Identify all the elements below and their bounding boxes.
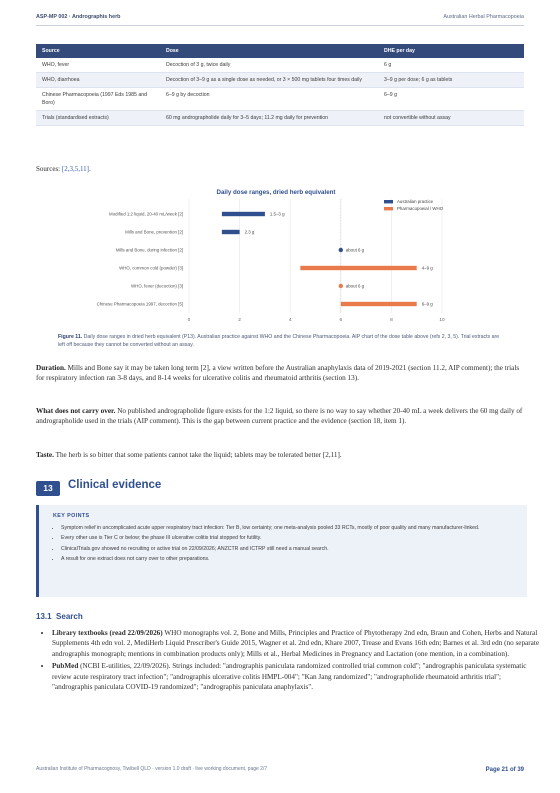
list-item: • Symptom relief in uncomplicated acute upper respiratory tract infection: Tier B, low certainty; one meta-analysis pooled 33 RCTs, mostly of poor quality and many manufacturer-linked.	[61, 525, 516, 532]
y-category-label: Mills and Bone, during infection [2]	[115, 247, 183, 253]
column-header: Source	[36, 44, 160, 58]
data-label: about 6 g	[345, 283, 365, 289]
x-tick-label: 2	[238, 318, 241, 323]
range-bar	[222, 212, 265, 216]
legend-label: Pharmacopoeial / WHO	[397, 206, 444, 211]
table-row	[36, 73, 524, 88]
section-title: Clinical evidence	[68, 479, 162, 491]
header-rule	[36, 25, 524, 26]
legend-swatch	[384, 207, 393, 210]
table-row	[36, 111, 524, 126]
paragraph-text: No published andrographolide figure exists for the 1:2 liquid, so there is no way to say whether 20-40 mL a week delivers the 60 mg daily of andrographolide used in the trials (AIP comment). This is the gap between current practice and the evidence (section 18, item 1).	[36, 407, 523, 426]
y-category-label: WHO, common cold (powder) [3]	[119, 265, 183, 271]
item-text: WHO monographs vol. 2, Bone and Mills, Principles and Practice of Phytotherapy 2nd edn, Braun and Cohen, Herbs and Natural Supplements 4th edn vol. 2, MediHerb Liquid Prescriber's Guide 2015, Wagner et al. 2nd edn, Khare 2007, Trease and Evans 16th edn; Barnes et al. 3rd edn (no separate andrographis monograph; mentions in combination products only); Mills et al., Herbal Medicines in Pregnancy and Lactation (one mention, in a combination).	[52, 629, 540, 658]
figure-caption-text: Daily dose ranges in dried herb equivalent (P13). Australian practice against WHO and the Chinese Pharmacopoeia. AIP chart of the dose table above (refs 2, 3, 5). Trial extracts are left off because they cannot be converted without an assay.	[58, 334, 500, 348]
y-category-label: Mills and Bone, prevention [2]	[125, 229, 183, 235]
chart-title: Daily dose ranges, dried herb equivalent	[216, 189, 336, 196]
header-doc-id: ASP-MP 002 · Andrographis herb	[36, 14, 121, 20]
y-category-label: WHO, fever (decoction) [3]	[131, 283, 183, 289]
data-label: about 6 g	[345, 247, 365, 253]
header-publisher: Australian Herbal Pharmacopoeia	[443, 14, 524, 20]
list-item	[52, 628, 540, 659]
list-item	[52, 661, 540, 692]
table-cell: 60 mg andrographolide daily for 3–5 days; 11.2 mg daily for prevention	[160, 111, 378, 126]
table-cell: WHO, diarrhoea	[36, 73, 160, 88]
range-bar	[222, 230, 240, 234]
x-tick-label: 6	[339, 318, 343, 323]
section-number-badge: 13	[36, 481, 60, 496]
list-item: • A result for one extract does not carry over to other preparations.	[61, 556, 516, 563]
figure-caption	[58, 334, 506, 349]
table-cell: 6–9 g	[378, 88, 524, 111]
subsection-title: Search	[56, 612, 83, 621]
table-cell: Chinese Pharmacopoeia (1997 Eds 1985 and Boro)	[36, 88, 160, 111]
table-cell: WHO, fever	[36, 58, 160, 73]
footer-publisher: Australian Institute of Pharmacognosy, Tiwibell QLD · version 1.0 draft · live working document, page 2/7	[36, 766, 268, 772]
point-marker	[339, 284, 343, 288]
data-label: 4–9 g	[421, 265, 433, 271]
list-item: • ClinicalTrials.gov showed no recruiting or active trial on 22/09/2026; ANZCTR and ICTRP still need a manual search.	[61, 546, 516, 553]
subsection-number: 13.1	[36, 612, 52, 621]
legend-swatch	[384, 200, 393, 203]
dose-range-chart	[46, 185, 514, 325]
duration-paragraph	[36, 363, 524, 384]
range-bar	[300, 266, 416, 270]
data-label: 6–9 g	[421, 301, 433, 307]
table-cell: Decoction of 3–9 g as a single dose as needed, or 3 × 500 mg tablets four times daily	[160, 73, 378, 88]
table-cell: 6 g	[378, 58, 524, 73]
figure-label: Figure 11.	[58, 334, 83, 340]
table-row	[36, 58, 524, 73]
search-list	[36, 628, 540, 694]
table-header-row	[36, 44, 524, 58]
page-number: Page 21 of 39	[485, 767, 524, 773]
data-label: 2.3 g	[244, 229, 255, 235]
y-category-label: Modified 1:2 liquid, 20-40 mL/week [2]	[109, 211, 183, 217]
paragraph-lead: What does not carry over.	[36, 407, 116, 415]
range-bar	[341, 302, 417, 306]
sources-link[interactable]: [2,3,5,11].	[61, 165, 91, 173]
list-item: • Every other use is Tier C or below; the phase III ulcerative colitis trial stopped for futility.	[61, 535, 516, 542]
table-cell: not convertible without assay	[378, 111, 524, 126]
item-lead: Library textbooks (read 22/09/2026)	[52, 629, 163, 637]
key-points-list	[51, 525, 516, 567]
table-cell: Decoction of 3 g, twice daily	[160, 58, 378, 73]
dose-table	[36, 44, 524, 126]
table-cell: 6–9 g by decoction	[160, 88, 378, 111]
y-category-label: Chinese Pharmacopoeia 1997, decoction [5]	[96, 301, 183, 307]
paragraph-text: The herb is so bitter that some patients cannot take the liquid; tablets may be tolerated better [2,11].	[53, 451, 342, 459]
x-tick-label: 8	[390, 318, 393, 323]
taste-paragraph	[36, 450, 524, 460]
paragraph-lead: Duration.	[36, 364, 66, 372]
table-cell: 3–9 g per dose; 6 g as tablets	[378, 73, 524, 88]
column-header: DHE per day	[378, 44, 524, 58]
table-cell: Trials (standardised extracts)	[36, 111, 160, 126]
paragraph-lead: Taste.	[36, 451, 54, 459]
sources-label: Sources:	[36, 165, 61, 173]
x-tick-label: 4	[288, 318, 292, 323]
subsection-heading	[36, 612, 83, 621]
table-row	[36, 88, 524, 111]
x-tick-label: 10	[439, 318, 445, 323]
key-points-title: KEY POINTS	[53, 513, 90, 519]
key-points-box	[36, 505, 527, 597]
point-marker	[339, 248, 343, 252]
item-text: (NCBI E-utilities, 22/09/2026). Strings included: "andrographis paniculata randomized controlled trial common cold"; "andrographis paniculata systematic review acute respiratory tract infection"; "andrographis ulcerative colitis HMPL-004"; "Kan Jang randomized"; "andrographolide rheumatoid arthritis trial"; "andrographis paniculata COVID-19 randomized"; "andrographis paniculata anaphylaxis".	[52, 662, 527, 692]
running-header	[36, 14, 524, 24]
sources-line	[36, 165, 91, 173]
column-header: Dose	[160, 44, 378, 58]
carry-over-paragraph	[36, 406, 524, 427]
x-tick-label: 0	[187, 318, 191, 323]
legend-label: Australian practice	[397, 199, 434, 204]
paragraph-text: Mills and Bone say it may be taken long term [2], a view written before the Australian anaphylaxis data of 2019-2021 (section 11.2, AIP comment); the trials for respiratory infection ran 3-8 days, and 8-14 weeks for ulcerative colitis and rheumatoid arthritis (section 13).	[36, 364, 520, 383]
item-lead: PubMed	[52, 662, 79, 671]
data-label: 1.5–3 g	[269, 211, 285, 217]
